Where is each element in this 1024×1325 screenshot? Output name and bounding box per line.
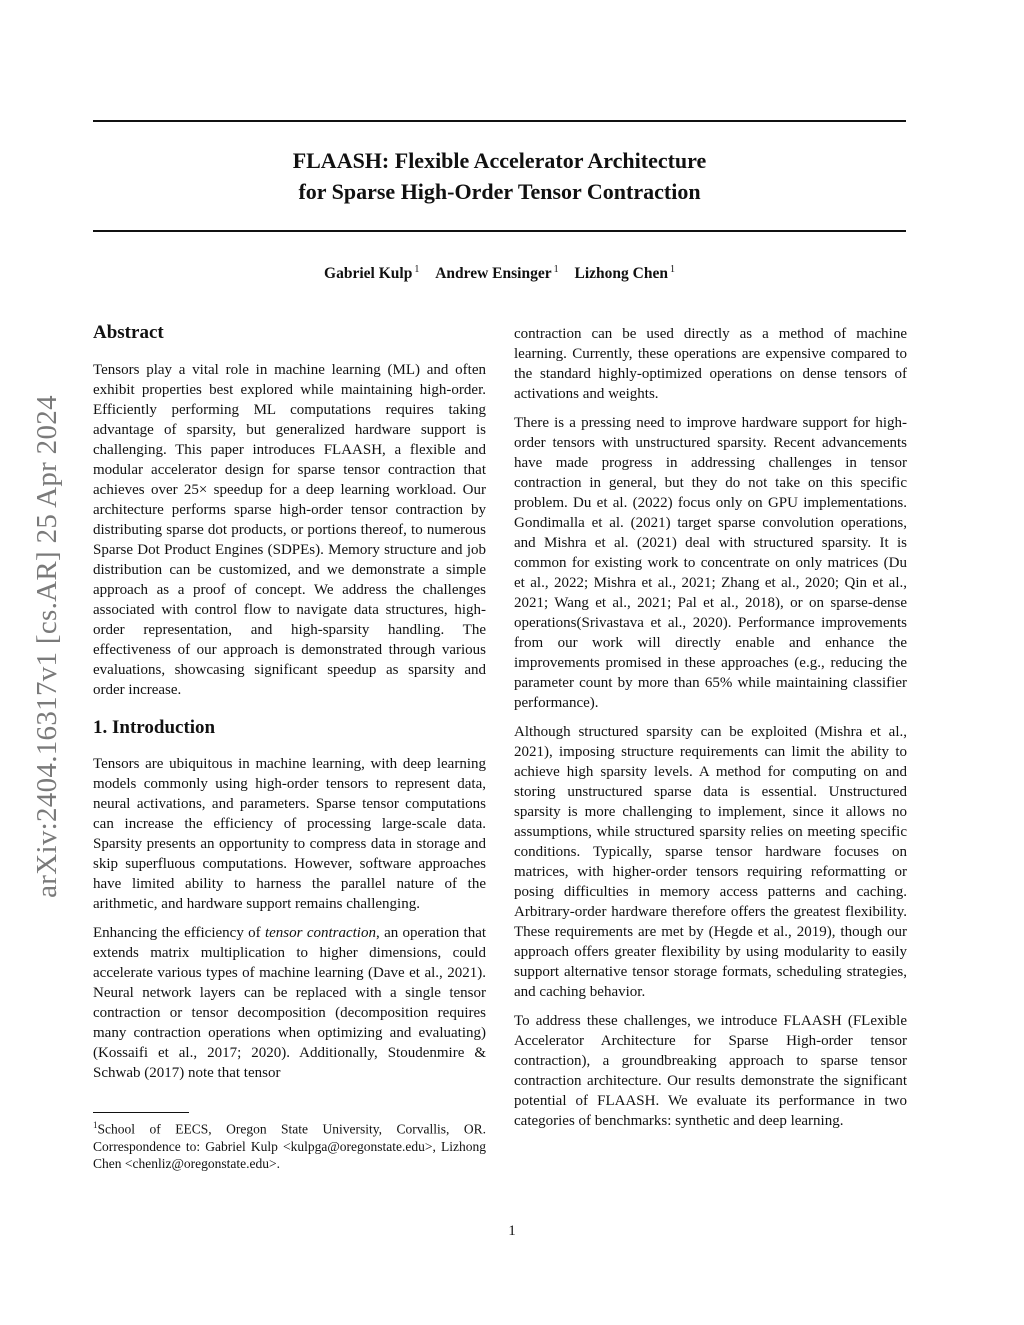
author: Andrew Ensinger $^1$ xyxy=(435,264,559,283)
right-column xyxy=(514,324,907,1140)
abstract-heading: Abstract xyxy=(93,322,164,343)
introduction-heading: 1. Introduction xyxy=(93,717,216,738)
author: Lizhong Chen $^1$ xyxy=(574,264,675,283)
author-list xyxy=(93,264,906,283)
intro-paragraph-3: contraction can be used directly as a method of machine learning. Currently, these operations are expensive compared to the standard highly-optimized operations on dense tensors of activations and weights. xyxy=(514,326,907,402)
arxiv-id: arXiv:2404.16317v1 [cs.AR] 25 Apr 2024 xyxy=(30,394,63,898)
intro-paragraph-1: Tensors are ubiquitous in machine learning, with deep learning models commonly using high-order tensors to represent data, neural activations, and parameters. Sparse tensor computations can increase the efficiency of processing large-scale data. Sparsity presents an opportunity to compress data in storage and skip superfluous computations. However, software approaches have limited ability to harness the parallel nature of the arithmetic, and hardware support remains challenging. xyxy=(93,756,486,912)
intro-paragraph-5: Although structured sparsity can be exploited (Mishra et al., 2021), imposing structure requirements can limit the ability to achieve high sparsity levels. A method for computing on and storing unstructured sparse data is essential. Unstructured sparsity is more challenging to implement, since it allows no assumptions, while structured sparsity relies on meeting specific conditions. Typically, sparse tensor hardware focuses on matrices, with higher-order tensors requiring reformatting or posing difficulties in memory access patterns and caching. Arbitrary-order hardware therefore offers the greatest flexibility. These requirements are met by (Hegde et al., 2019), though our approach offers greater flexibility by using modularity to easily support alternative tensor storage formats, scheduling strategies, and caching behavior. xyxy=(514,724,907,1000)
title-rule-bottom xyxy=(93,230,906,232)
footnote-text: $^1$School of EECS, Oregon State University, Corvallis, OR. Correspondence to: Gabriel Kulp <kulpga@oregonstate.edu>, Lizhong Chen <chenliz@oregonstate.edu>. xyxy=(93,1120,486,1171)
author: Gabriel Kulp $^1$ xyxy=(324,264,420,283)
title-rule-top xyxy=(93,120,906,122)
arxiv-watermark xyxy=(30,350,64,942)
intro-paragraph-2: Enhancing the efficiency of tensor contraction, an operation that extends matrix multiplication to higher dimensions, could accelerate various types of machine learning (Dave et al., 2021). Neural network layers can be replaced with a single tensor contraction or tensor decomposition (decomposition requires many contraction operations when optimizing and evaluating) (Kossaifi et al., 2017; 2020). Additionally, Stoudenmire & Schwab (2017) note that tensor xyxy=(93,925,487,1081)
intro-paragraph-6: To address these challenges, we introduce FLAASH (FLexible Accelerator Architecture for Sparse High-order tensor contraction), a groundbreaking approach to sparse tensor contraction architecture. Our results demonstrate the significant potential of FLAASH. We evaluate its performance in two categories of benchmarks: synthetic and deep learning. xyxy=(514,1013,907,1129)
footnote xyxy=(93,1112,486,1172)
left-column xyxy=(93,320,486,1092)
footnote-rule xyxy=(93,1112,189,1113)
title-line-2: for Sparse High-Order Tensor Contraction xyxy=(298,179,701,204)
page-number: 1 xyxy=(508,1223,516,1239)
paper-title xyxy=(93,145,906,207)
abstract-text: Tensors play a vital role in machine learning (ML) and often exhibit properties best explored while maintaining high-order. Efficiently performing ML computations requires taking advantage of sparsity, but generalized hardware support is challenging. This paper introduces FLAASH, a flexible and modular accelerator design for sparse tensor contraction that achieves over 25× speedup for a deep learning workload. Our architecture performs sparse high-order tensor contraction by distributing sparse dot products, or portions thereof, to numerous Sparse Dot Product Engines (SDPEs). Memory structure and job distribution can be customized, and we demonstrate a simple approach as a proof of concept. We address the challenges associated with control flow to navigate data structures, high-order representation, and high-sparsity handling. The effectiveness of our approach is demonstrated through various evaluations, showcasing significant speedup as sparsity and order increase. xyxy=(93,362,486,698)
intro-paragraph-4: There is a pressing need to improve hardware support for high-order tensors with unstructured sparsity. Recent advancements have made progress in addressing challenges in tensor contraction in general, but they do not take on this specific problem. Du et al. (2022) focus only on GPU implementations. Gondimalla et al. (2021) target sparse convolution operations, and Mishra et al. (2021) deal with structured sparsity. It is common for existing work to concentrate on only matrices (Du et al., 2022; Mishra et al., 2021; Zhang et al., 2020; Qin et al., 2021; Wang et al., 2021; Pal et al., 2018), or on sparse-dense operations(Srivastava et al., 2020). Performance improvements from our work will directly enable and enhance the improvements promised in these approaches (e.g., reducing the parameter count by more than 65% while maintaining classifier performance). xyxy=(514,415,907,711)
title-line-1: FLAASH: Flexible Accelerator Architecture xyxy=(292,148,707,173)
emphasis-tensor-contraction: tensor contraction xyxy=(264,925,376,941)
